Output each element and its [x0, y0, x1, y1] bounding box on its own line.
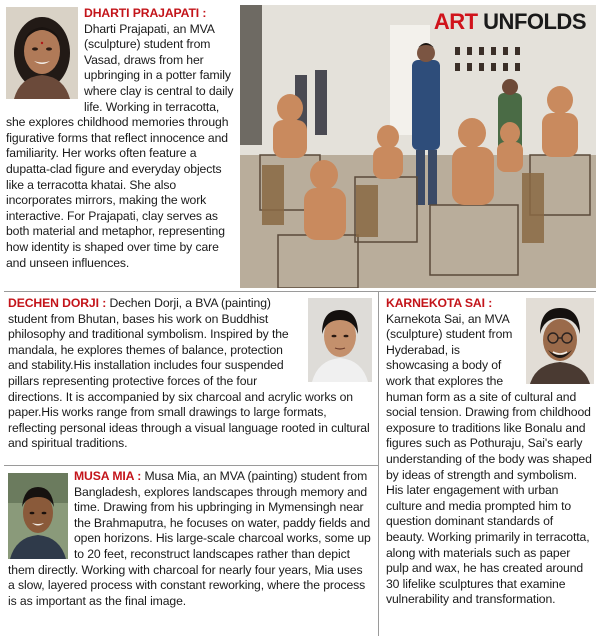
exhibition-photo: [240, 5, 596, 288]
article-dechen: [8, 296, 372, 462]
divider-middle: [4, 465, 378, 466]
photo-title-art: ART: [433, 9, 478, 34]
divider-vertical: [378, 291, 379, 636]
body-musa-mia: Musa Mia, an MVA (painting) student from Bangladesh, explores landscapes through memory and time. Drawing from his upbringing in Mymensingh near the Brahmaputra, he focuses on water, paddy fields and open horizons. His large-scale charcoal works, some up to 20 feet, reconstruct landscapes rather than depict them directly. Working with charcoal for nearly four years, Mia uses a slow, layered process with constant reworking, where the process is as important as the final image.: [8, 469, 371, 608]
name-dharti-prajapati: DHARTI PRAJAPATI :: [84, 6, 206, 20]
divider-top: [4, 291, 596, 292]
portrait-dechen-dorji: [308, 298, 372, 382]
exhibition-illustration: [240, 5, 596, 288]
name-karnekota-sai: KARNEKOTA SAI :: [386, 296, 492, 310]
body-dharti-prajapati: Dharti Prajapati, an MVA (sculpture) student from Vasad, draws from her upbringing in a potter family where clay is central to daily life. Working in terracotta, she explores childhood memories through figurative forms that reflect innocence and familiarity. Her works often feature a dupatta-clad figure and everyday objects like a terracotta khatai. She also incorporates mirrors, making the work interactive. For Prajapati, clay serves as both material and metaphor, representing how identity is shaped over time by care and unseen influences.: [6, 21, 234, 270]
name-dechen-dorji: DECHEN DORJI :: [8, 296, 109, 310]
body-dechen-dorji: Dechen Dorji, a BVA (painting) student from Bhutan, bases his work on Buddhist philosophy and traditional symbolism. Inspired by the mandala, he explores themes of balance, protection and stability.His installation includes four suspended pillars representing protective forces of the four directions. It is accompanied by six charcoal and acrylic works on paper.His works range from small drawings to large formats, reflecting personal ideas through a visual language rooted in cultural and spiritual traditions.: [8, 296, 370, 451]
portrait-dharti-prajapati: [6, 7, 78, 99]
portrait-karnekota-sai: [526, 298, 594, 384]
article-musa: [8, 469, 372, 635]
photo-title: [434, 9, 586, 35]
article-dharti: [6, 6, 238, 289]
article-karnekota: [386, 296, 594, 636]
photo-title-unfolds: UNFOLDS: [483, 9, 586, 34]
body-karnekota-sai: Karnekota Sai, an MVA (sculpture) student from Hyderabad, is showcasing a body of work that explores the human form as a site of cultural and social tension. Drawing from childhood exposure to traditions like Bonalu and figures such as Pothuraju, Sai's early understanding of the body was shaped by ideas of strength and symbolism. His later engagement with urban culture and media prompted him to question dominant standards of beauty. Working primarily in terracotta, along with materials such as paper pulp and wax, he has created around 30 lifelike sculptures that examine vulnerability and transformation.: [386, 311, 592, 607]
portrait-musa-mia: [8, 473, 68, 559]
name-musa-mia: MUSA MIA :: [74, 469, 144, 483]
